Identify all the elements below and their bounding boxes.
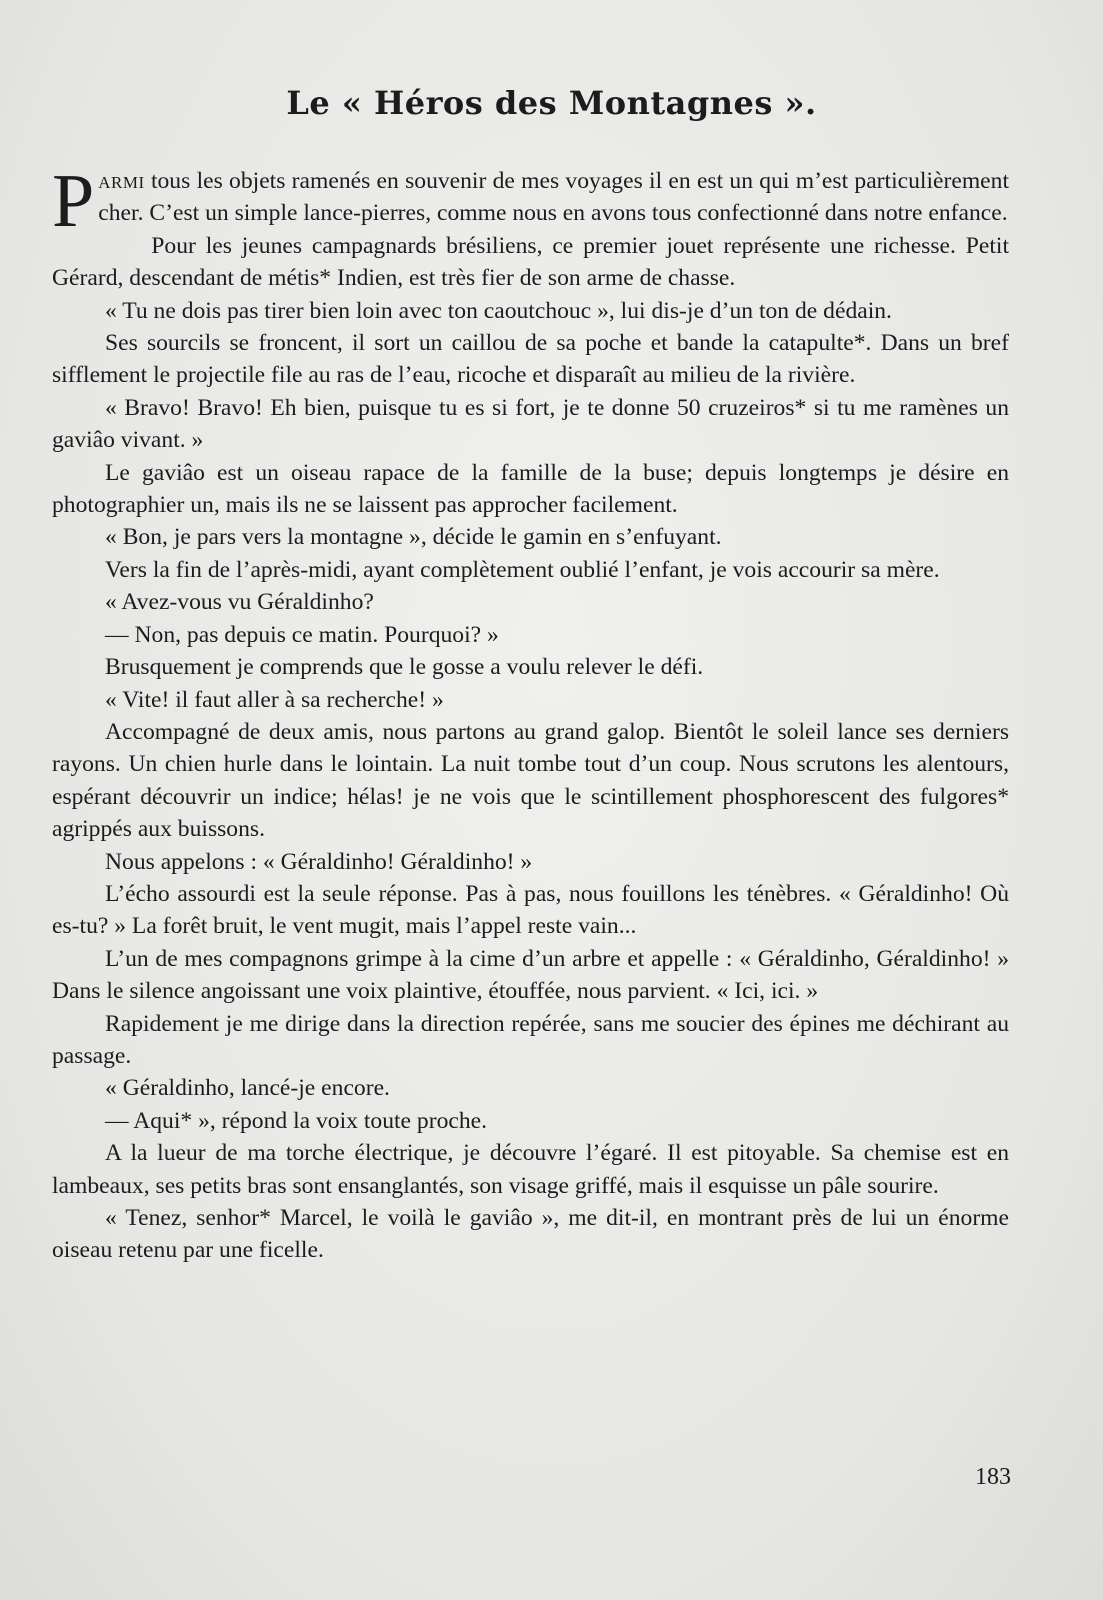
page-number: 183 [975, 1464, 1011, 1490]
drop-cap: P [52, 159, 95, 243]
paragraph: Brusquement je comprends que le gosse a voulu relever le défi. [105, 654, 704, 681]
paragraph: Le gaviâo est un oiseau rapace de la famille de la buse; depuis longtemps je désire en photographier un, mais ils ne se laissent pas approcher facilement. [52, 459, 1009, 519]
paragraph: Pour les jeunes campagnards brésiliens, ce premier jouet représente une richesse. Petit Gérard, descendant de métis* Indien, est très fier de son arme de chasse. [52, 232, 1009, 292]
body-text [52, 159, 1009, 1267]
paragraph: « Bravo! Bravo! Eh bien, puisque tu es si fort, je te donne 50 cruzeiros* si tu me ramènes un gaviâo vivant. » [52, 394, 1009, 454]
paragraph: Vers la fin de l’après-midi, ayant complètement oublié l’enfant, je vois accourir sa mère. [105, 556, 940, 583]
paragraph: « Tu ne dois pas tirer bien loin avec ton caoutchouc », lui dis-je d’un ton de dédain. [105, 297, 892, 324]
paragraph: A la lueur de ma torche électrique, je découvre l’égaré. Il est pitoyable. Sa chemise est en lambeaux, ses petits bras sont ensanglantés, son visage griffé, mais il esquisse un pâle sourire. [52, 1140, 1009, 1199]
paragraph: « Vite! il faut aller à sa recherche! » [105, 686, 444, 713]
paragraph: L’écho assourdi est la seule réponse. Pas à pas, nous fouillons les ténèbres. « Géraldinho! Où es-tu? » La forêt bruit, le vent mugit, mais l’appel reste vain... [52, 880, 1009, 940]
paragraph: Ses sourcils se froncent, il sort un caillou de sa poche et bande la catapulte*. Dans un bref sifflement le projectile file au ras de l’eau, ricoche et disparaît au milieu de la rivière. [52, 330, 1009, 389]
paragraph: Accompagné de deux amis, nous partons au grand galop. Bientôt le soleil lance ses derniers rayons. Un chien hurle dans le lointain. La nuit tombe tout d’un coup. Nous scrutons les alentours, espérant découvrir un indice; hélas! je ne vois que le scintillement phosphorescent des fulgores* agrippés aux buissons. [52, 718, 1009, 843]
paragraph: Rapidement je me dirige dans la direction repérée, sans me soucier des épines me déchirant au passage. [52, 1010, 1009, 1069]
chapter-title: Le « Héros des Montagnes ». [286, 84, 817, 122]
opening-text: tous les objets ramenés en souvenir de mes voyages il en est un qui m’est particulièrement cher. C’est un simple lance-pierres, comme nous en avons tous confectionné dans notre enfance. [98, 168, 1009, 227]
paragraph: — Aqui* », répond la voix toute proche. [105, 1107, 488, 1134]
paragraph: L’un de mes compagnons grimpe à la cime d’un arbre et appelle : « Géraldinho, Géraldinho! » Dans le silence angoissant une voix plaintive, étouffée, nous parvient. « Ici, ici. » [52, 945, 1009, 1005]
paragraph: « Géraldinho, lancé-je encore. [105, 1075, 390, 1102]
opening-paragraph [52, 159, 1009, 243]
opening-smallcaps: armi [98, 168, 145, 194]
paragraph: Nous appelons : « Géraldinho! Géraldinho! » [105, 848, 533, 875]
paragraph: « Avez-vous vu Géraldinho? [105, 589, 374, 616]
paragraph: « Tenez, senhor* Marcel, le voilà le gaviâo », me dit-il, en montrant près de lui un énorme oiseau retenu par une ficelle. [52, 1205, 1009, 1264]
paragraph: — Non, pas depuis ce matin. Pourquoi? » [105, 621, 499, 648]
paragraph: « Bon, je pars vers la montagne », décide le gamin en s’enfuyant. [105, 524, 722, 551]
